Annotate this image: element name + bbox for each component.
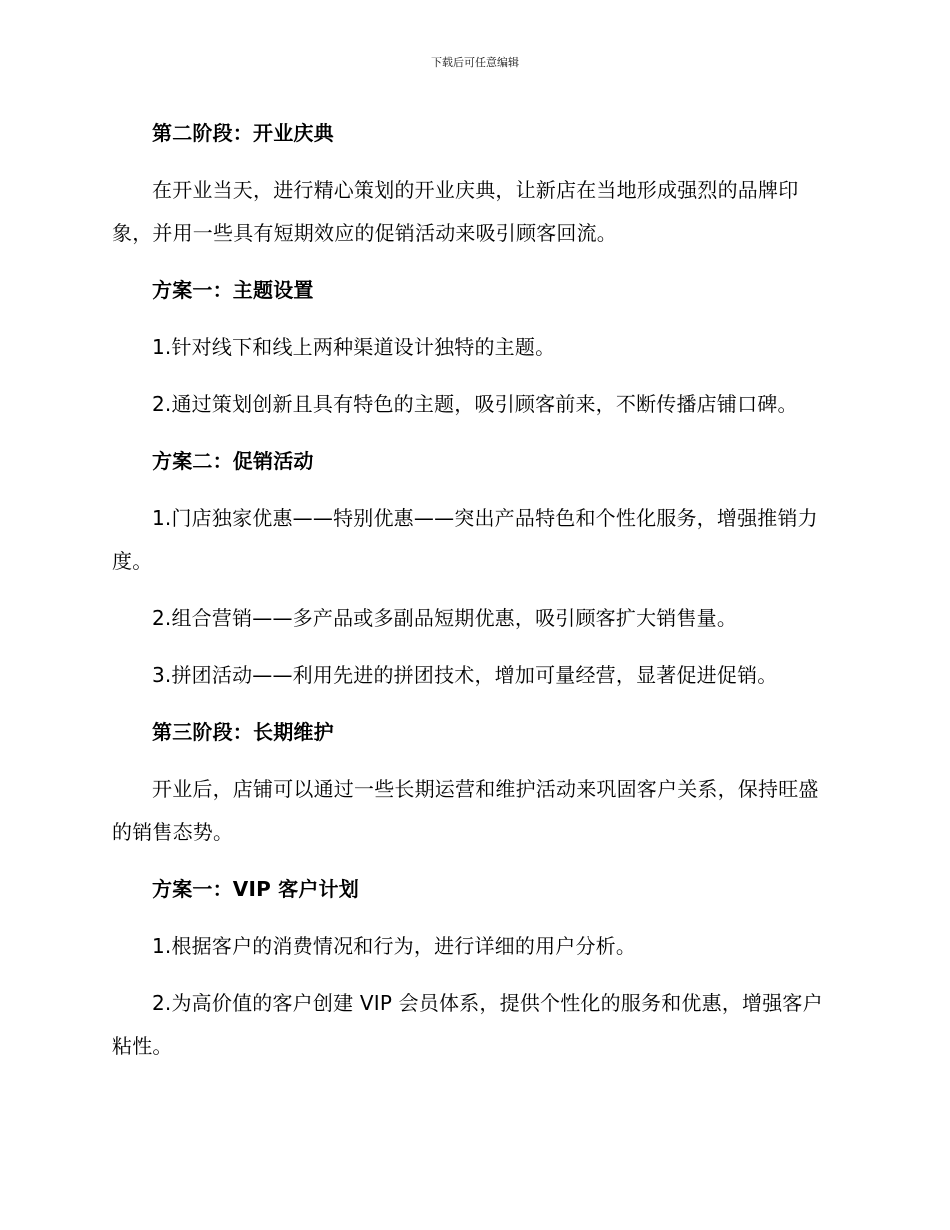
section-heading-phase-three: 第三阶段：长期维护 — [152, 720, 334, 744]
list-item-vip-1: 1.根据客户的消费情况和行为，进行详细的用户分析。 — [152, 934, 637, 958]
paragraph-opening-intro: 在开业当天，进行精心策划的开业庆典，让新店在当地形成强烈的品牌印象，并用一些具有短期效应的促销活动来吸引顾客回流。 — [112, 178, 799, 245]
list-item-vip-2: 2.为高价值的客户创建 VIP 会员体系，提供个性化的服务和优惠，增强客户粘性。 — [112, 991, 823, 1058]
list-item-theme-1: 1.针对线下和线上两种渠道设计独特的主题。 — [152, 335, 556, 359]
paragraph-maintenance-intro: 开业后，店铺可以通过一些长期运营和维护活动来巩固客户关系，保持旺盛的销售态势。 — [112, 777, 819, 844]
subheading-plan-one-vip: 方案一：VIP 客户计划 — [152, 877, 359, 901]
document-body — [112, 112, 832, 1082]
list-item-promotion-1: 1.门店独家优惠——特别优惠——突出产品特色和个性化服务，增强推销力度。 — [112, 506, 818, 573]
subheading-plan-two-promotion: 方案二：促销活动 — [152, 449, 314, 473]
list-item-promotion-2: 2.组合营销——多产品或多副品短期优惠，吸引顾客扩大销售量。 — [152, 606, 738, 630]
list-item-promotion-3: 3.拼团活动——利用先进的拼团技术，增加可量经营，显著促进促销。 — [152, 663, 778, 687]
list-item-theme-2: 2.通过策划创新且具有特色的主题，吸引顾客前来，不断传播店铺口碑。 — [152, 392, 798, 416]
subheading-plan-one-theme: 方案一：主题设置 — [152, 278, 314, 302]
page-header-note: 下载后可任意编辑 — [431, 56, 519, 69]
section-heading-phase-two: 第二阶段：开业庆典 — [152, 121, 334, 145]
